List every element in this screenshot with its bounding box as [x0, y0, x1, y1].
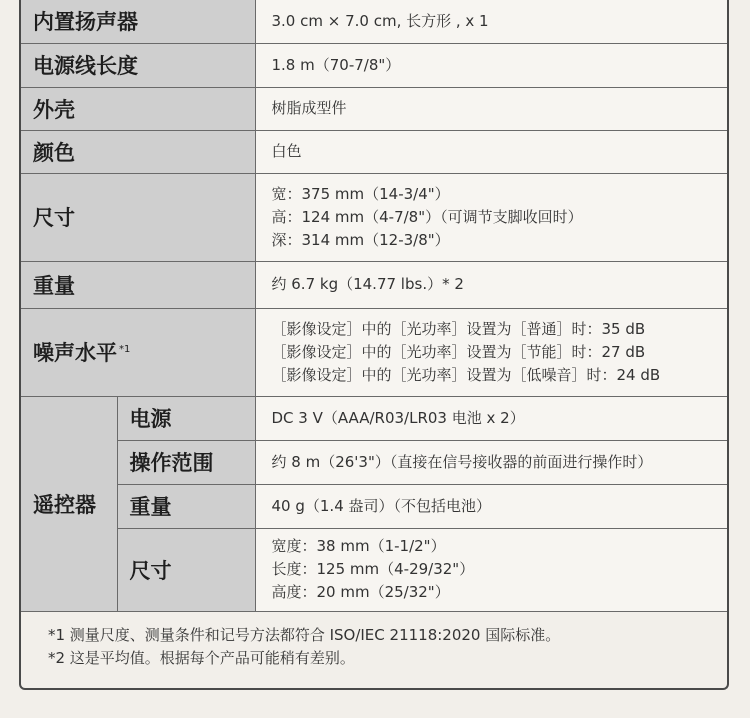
label-remote-control: 遥控器: [21, 396, 117, 611]
remote-width: 宽度：38 mm（1-1/2"）: [271, 537, 446, 555]
noise-normal: ［影像设定］中的［光功率］设置为［普通］时：35 dB: [271, 319, 646, 338]
table-row: [21, 261, 727, 308]
table-row: [21, 484, 727, 528]
noise-eco: ［影像设定］中的［光功率］设置为［节能］时：27 dB: [271, 342, 646, 361]
table-row: [21, 308, 727, 396]
remote-length: 长度：125 mm（4-29/32"）: [271, 560, 475, 578]
label-housing: 外壳: [21, 87, 255, 130]
footnote-2: *2 这是平均值。根据每个产品可能稍有差别。: [48, 649, 355, 667]
label-remote-range: 操作范围: [117, 440, 255, 484]
dimension-height: 高：124 mm（4-7/8"）（可调节支脚收回时）: [271, 207, 583, 226]
footnotes: [48, 624, 708, 670]
value-remote-size: [255, 528, 727, 611]
table-row: [21, 440, 727, 484]
dimension-depth: 深：314 mm（12-3/8"）: [271, 230, 450, 249]
value-weight: 约 6.7 kg（14.77 lbs.）* 2: [255, 261, 727, 308]
table-row: [21, 173, 727, 261]
table-row: [21, 130, 727, 173]
value-remote-range: 约 8 m（26'3"）（直接在信号接收器的前面进行操作时）: [255, 440, 727, 484]
table-row: [21, 528, 727, 611]
table-row: [21, 0, 727, 43]
value-remote-power: DC 3 V（AAA/R03/LR03 电池 x 2）: [255, 396, 727, 440]
table-row: [21, 43, 727, 87]
table-row: [21, 87, 727, 130]
dimension-width: 宽：375 mm（14-3/4"）: [271, 184, 450, 203]
label-cord-length: 电源线长度: [21, 43, 255, 87]
spec-table: [21, 0, 727, 612]
noise-label-text: 噪声水平: [33, 341, 117, 365]
value-cord-length: 1.8 m（70-7/8"）: [255, 43, 727, 87]
value-noise-level: [255, 308, 727, 396]
table-row: [21, 396, 727, 440]
label-remote-power: 电源: [117, 396, 255, 440]
label-noise-level: [21, 308, 255, 396]
footnote-mark: *1: [119, 344, 131, 355]
noise-quiet: ［影像设定］中的［光功率］设置为［低噪音］时：24 dB: [271, 365, 661, 384]
value-speaker: 3.0 cm × 7.0 cm, 长方形 , x 1: [255, 0, 727, 43]
spec-sheet: [19, 0, 729, 690]
value-remote-weight: 40 g（1.4 盎司）（不包括电池）: [255, 484, 727, 528]
label-dimensions: 尺寸: [21, 173, 255, 261]
footnote-1: *1 测量尺度、测量条件和记号方法都符合 ISO/IEC 21118:2020 国际标准。: [48, 626, 561, 644]
value-color: 白色: [255, 130, 727, 173]
value-dimensions: [255, 173, 727, 261]
label-remote-weight: 重量: [117, 484, 255, 528]
label-weight: 重量: [21, 261, 255, 308]
label-color: 颜色: [21, 130, 255, 173]
remote-height: 高度：20 mm（25/32"）: [271, 583, 450, 601]
value-housing: 树脂成型件: [255, 87, 727, 130]
label-remote-size: 尺寸: [117, 528, 255, 611]
label-speaker: 内置扬声器: [21, 0, 255, 43]
